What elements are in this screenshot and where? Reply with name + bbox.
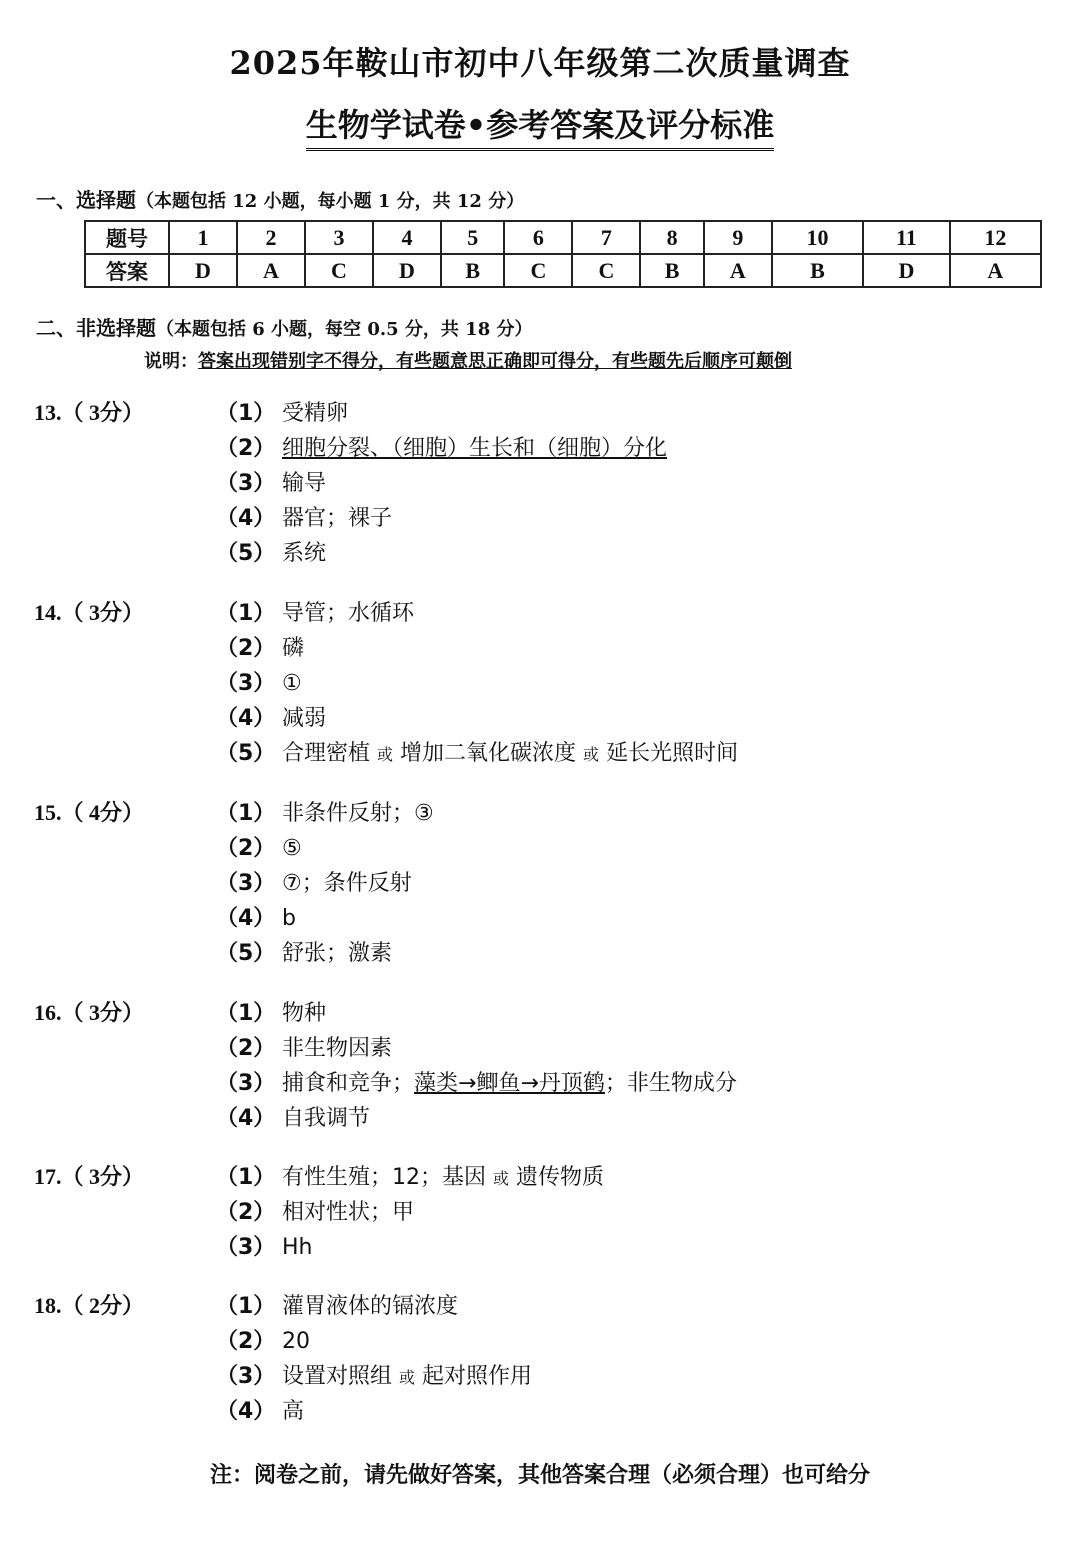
table-cell: C [305,254,373,287]
answer-item: （5） 合理密植 或 增加二氧化碳浓度 或 延长光照时间 [216,741,739,766]
answer-item: （1） 受精卵 [216,401,349,426]
question-header: 13.（ 3分） [34,400,145,425]
question-header: 15.（ 4分） [34,800,145,825]
table-cell: A [950,254,1041,287]
table-cell: B [441,254,504,287]
table-cell: 10 [772,221,863,254]
answer-item: （1） 非条件反射；③ [216,801,434,826]
answer-item: （3） ① [216,671,302,696]
answer-item: （4） 高 [216,1399,305,1424]
answer-item: （2） 磷 [216,636,305,661]
table-cell: 1 [169,221,237,254]
table-cell: D [373,254,441,287]
answer-item: （3） 输导 [216,471,327,496]
choice-answer-table [84,220,1042,288]
table-cell: 2 [237,221,305,254]
answer-item: （1） 灌胃液体的镉浓度 [216,1294,459,1319]
answer-item: （2） 细胞分裂、（细胞）生长和（细胞）分化 [216,436,668,461]
table-cell: 6 [504,221,572,254]
answer-item: （2） ⑤ [216,836,302,861]
answer-item: （4） b [216,906,296,931]
table-cell: C [504,254,572,287]
table-row-answers [85,254,1041,287]
page-title: 2025年鞍山市初中八年级第二次质量调查 [229,44,851,82]
question-header: 14.（ 3分） [34,600,145,625]
answer-item: （2） 非生物因素 [216,1036,393,1061]
table-cell: 12 [950,221,1041,254]
question-header: 16.（ 3分） [34,1000,145,1025]
table-row-numbers [85,221,1041,254]
answer-item: （3） ⑦；条件反射 [216,871,412,896]
table-cell: A [237,254,305,287]
food-chain: 藻类→鲫鱼→丹顶鹤 [414,1071,605,1096]
answer-item: （3） Hh [216,1235,313,1260]
answer-item: （1） 有性生殖；12；基因 或 遗传物质 [216,1165,605,1190]
table-cell: 9 [704,221,772,254]
table-cell: 11 [863,221,950,254]
page-subtitle: 生物学试卷•参考答案及评分标准 [0,100,1080,151]
answer-item: （4） 器官；裸子 [216,506,393,531]
answer-item: （5） 舒张；激素 [216,941,393,966]
row-header-question: 题号 [85,221,169,254]
table-cell: 5 [441,221,504,254]
question-header: 18.（ 2分） [34,1293,145,1318]
row-header-answer: 答案 [85,254,169,287]
answer-item: （2） 相对性状；甲 [216,1200,415,1225]
section-2-heading: 二、非选择题（本题包括 6 小题，每空 0.5 分，共 18 分） [36,316,533,340]
footer-note: 注：阅卷之前，请先做好答案，其他答案合理（必须合理）也可给分 [209,1463,870,1488]
table-cell: 8 [640,221,703,254]
answer-item: （4） 自我调节 [216,1106,371,1131]
answer-item: （2） 20 [216,1329,310,1354]
answer-item: （5） 系统 [216,541,327,566]
table-cell: C [572,254,640,287]
table-cell: A [704,254,772,287]
table-cell: 7 [572,221,640,254]
answer-item: （1） 导管；水循环 [216,601,415,626]
answer-item: （1） 物种 [216,1001,327,1026]
table-cell: 4 [373,221,441,254]
table-cell: D [863,254,950,287]
answer-item: （3） 捕食和竞争；藻类→鲫鱼→丹顶鹤；非生物成分 [216,1071,737,1096]
section-1-heading: 一、选择题（本题包括 12 小题，每小题 1 分，共 12 分） [36,188,525,212]
table-cell: B [772,254,863,287]
table-cell: B [640,254,703,287]
table-cell: D [169,254,237,287]
grading-note: 说明：答案出现错别字不得分，有些题意思正确即可得分，有些题先后顺序可颠倒 [144,351,792,372]
table-cell: 3 [305,221,373,254]
question-header: 17.（ 3分） [34,1164,145,1189]
answer-item: （3） 设置对照组 或 起对照作用 [216,1364,533,1389]
answer-item: （4） 减弱 [216,706,327,731]
